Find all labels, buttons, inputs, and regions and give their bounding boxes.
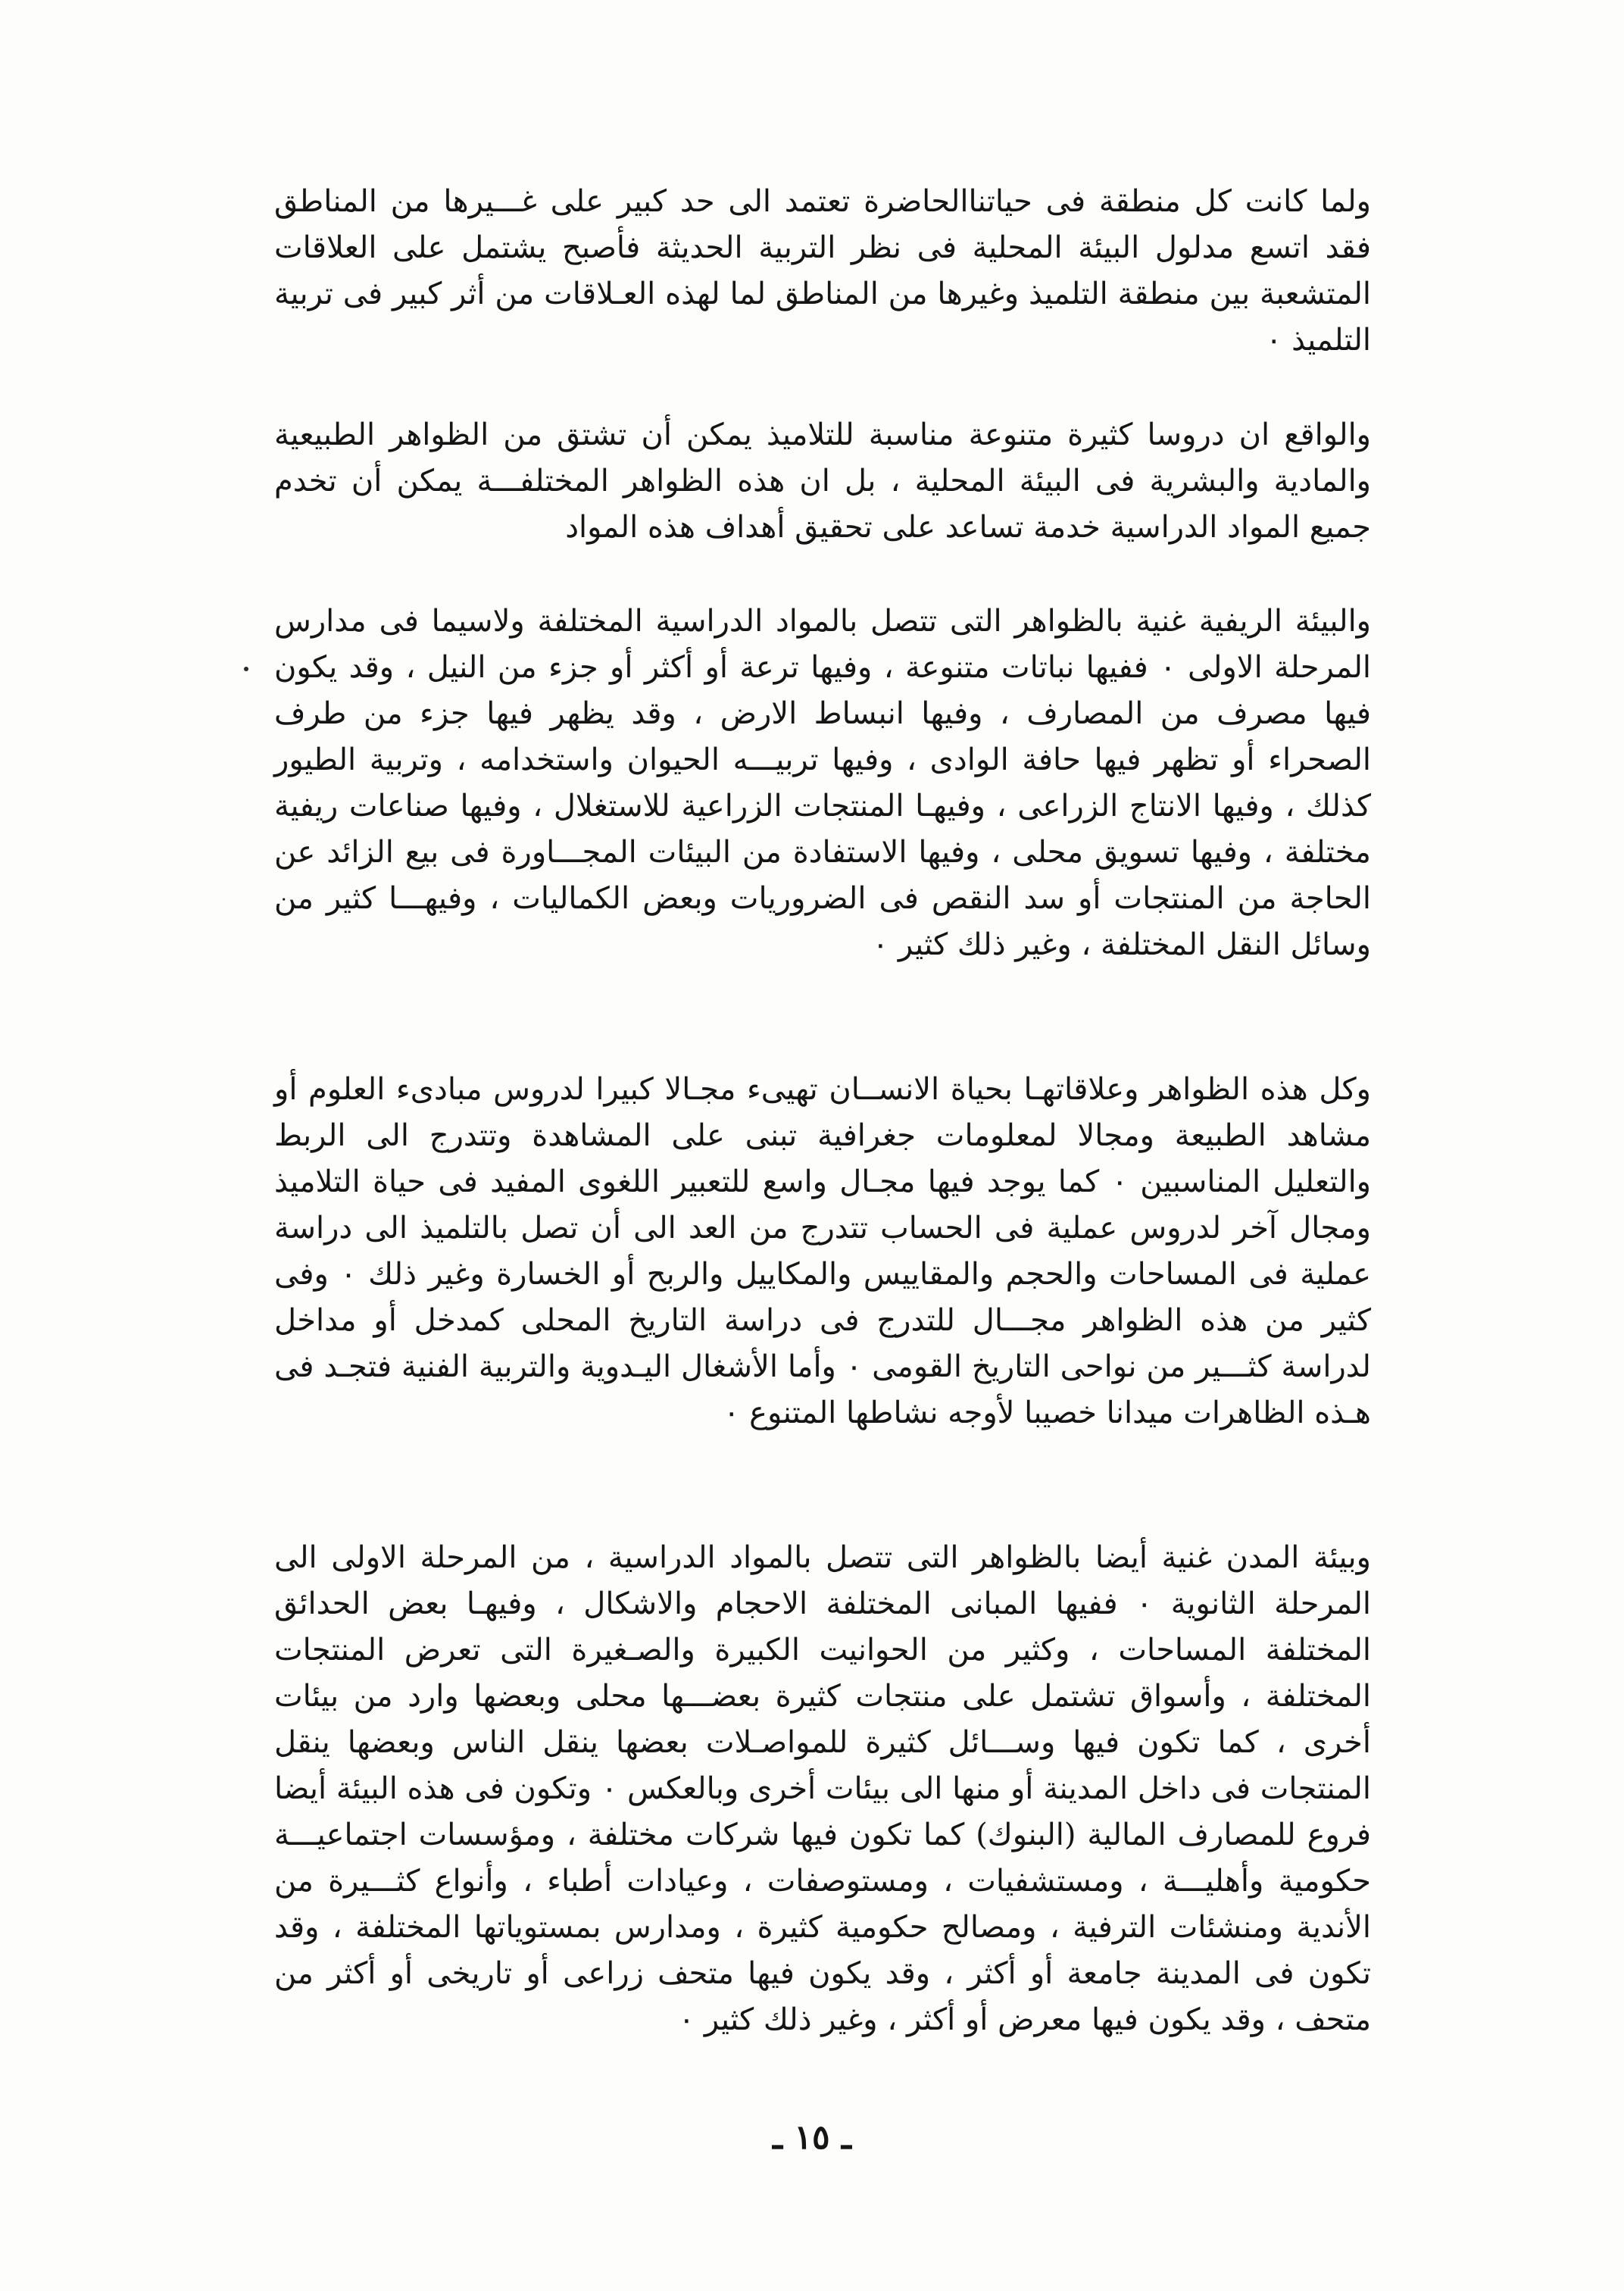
- paragraph-1: ولما كانت كل منطقة فى حياتناالحاضرة تعتمد الى حد كبير على غـــيرها من المناطق فقد اتسع مدلول البيئة المحلية فى نظر التربية الحديثة فأصبح يشتمل على العلاقات المتشعبة بين منطقة التلميذ وغيرها من المناطق لما لهذه العـلاقات من أثر كبير فى تربية التلميذ ٠: [274, 184, 1371, 358]
- paragraph-4: وكل هذه الظواهر وعلاقاتهـا بحياة الانســان تهيىء مجـالا كبيرا لدروس مبادىء العلوم أو مشاهد الطبيعة ومجالا لمعلومات جغرافية تبنى على المشاهدة وتتدرج الى الربط والتعليل المناسبين ٠ كما يوجد فيها مجـال واسع للتعبير اللغوى المفيد فى حياة التلاميذ ومجال آخر لدروس عملية فى الحساب تتدرج من العد الى أن تصل بالتلميذ الى دراسة عملية فى المساحات والحجم والمقاييس والمكاييل والربح أو الخسارة وغير ذلك ٠ وفى كثير من هذه الظواهر مجـــال للتدرج فى دراسة التاريخ المحلى كمدخل أو مداخل لدراسة كثـــير من نواحى التاريخ القومى ٠ وأما الأشغال اليـدوية والتربية الفنية فتجـد فى هـذه الظاهرات ميدانا خصيبا لأوجه نشاطها المتنوع ٠: [274, 1072, 1371, 1430]
- paragraph-5: وبيئة المدن غنية أيضا بالظواهر التى تتصل بالمواد الدراسية ، من المرحلة الاولى الى المرحلة الثانوية ٠ ففيها المبانى المختلفة الاحجام والاشكال ، وفيهـا بعض الحدائق المختلفة المساحات ، وكثير من الحوانيت الكبيرة والصـغيرة التى تعرض المنتجات المختلفة ، وأسواق تشتمل على منتجات كثيرة بعضـــها محلى وبعضها وارد من بيئات أخرى ، كما تكون فيها وســـائل كثيرة للمواصـلات بعضها ينقل الناس وبعضها ينقل المنتجات فى داخل المدينة أو منها الى بيئات أخرى وبالعكس ٠ وتكون فى هذه البيئة أيضا فروع للمصارف المالية (البنوك) كما تكون فيها شركات مختلفة ، ومؤسسات اجتماعيـــة حكومية وأهليـــة ، ومستشفيات ، ومستوصفات ، وعيادات أطباء ، وأنواع كثـــيرة من الأندية ومنشئات الترفية ، ومصالح حكومية كثيرة ، ومدارس بمستوياتها المختلفة ، وقد تكون فى المدينة جامعة أو أكثر ، وقد يكون فيها متحف زراعى أو تاريخى أو أكثر من متحف ، وقد يكون فيها معرض أو أكثر ، وغير ذلك كثير ٠: [274, 1540, 1372, 2037]
- paragraph-2: والواقع ان دروسا كثيرة متنوعة مناسبة للتلاميذ يمكن أن تشتق من الظواهر الطبيعية والمادية والبشرية فى البيئة المحلية ، بل ان هذه الظواهر المختلفـــة يمكن أن تخدم جميع المواد الدراسية خدمة تساعد على تحقيق أهداف هذه المواد: [274, 417, 1371, 545]
- margin-ink-dot: [244, 667, 248, 671]
- page-number: ـ ١٥ ـ: [773, 2118, 851, 2157]
- paragraph-3: والبيئة الريفية غنية بالظواهر التى تتصل بالمواد الدراسية المختلفة ولاسيما فى مدارس المرحلة الاولى ٠ ففيها نباتات متنوعة ، وفيها ترعة أو أكثر أو جزء من النيل ، وقد يكون فيها مصرف من المصارف ، وفيها انبساط الارض ، وقد يظهر فيها جزء من طرف الصحراء أو تظهر فيها حافة الوادى ، وفيها تربيـــه الحيوان واستخدامه ، وتربية الطيور كذلك ، وفيها الانتاج الزراعى ، وفيهـا المنتجات الزراعية للاستغلال ، وفيها صناعات ريفية مختلفة ، وفيها تسويق محلى ، وفيها الاستفادة من البيئات المجـــاورة فى بيع الزائد عن الحاجة من المنتجات أو سد النقص فى الضروريات وبعض الكماليات ، وفيهـــا كثير من وسائل النقل المختلفة ، وغير ذلك كثير ٠: [274, 604, 1372, 962]
